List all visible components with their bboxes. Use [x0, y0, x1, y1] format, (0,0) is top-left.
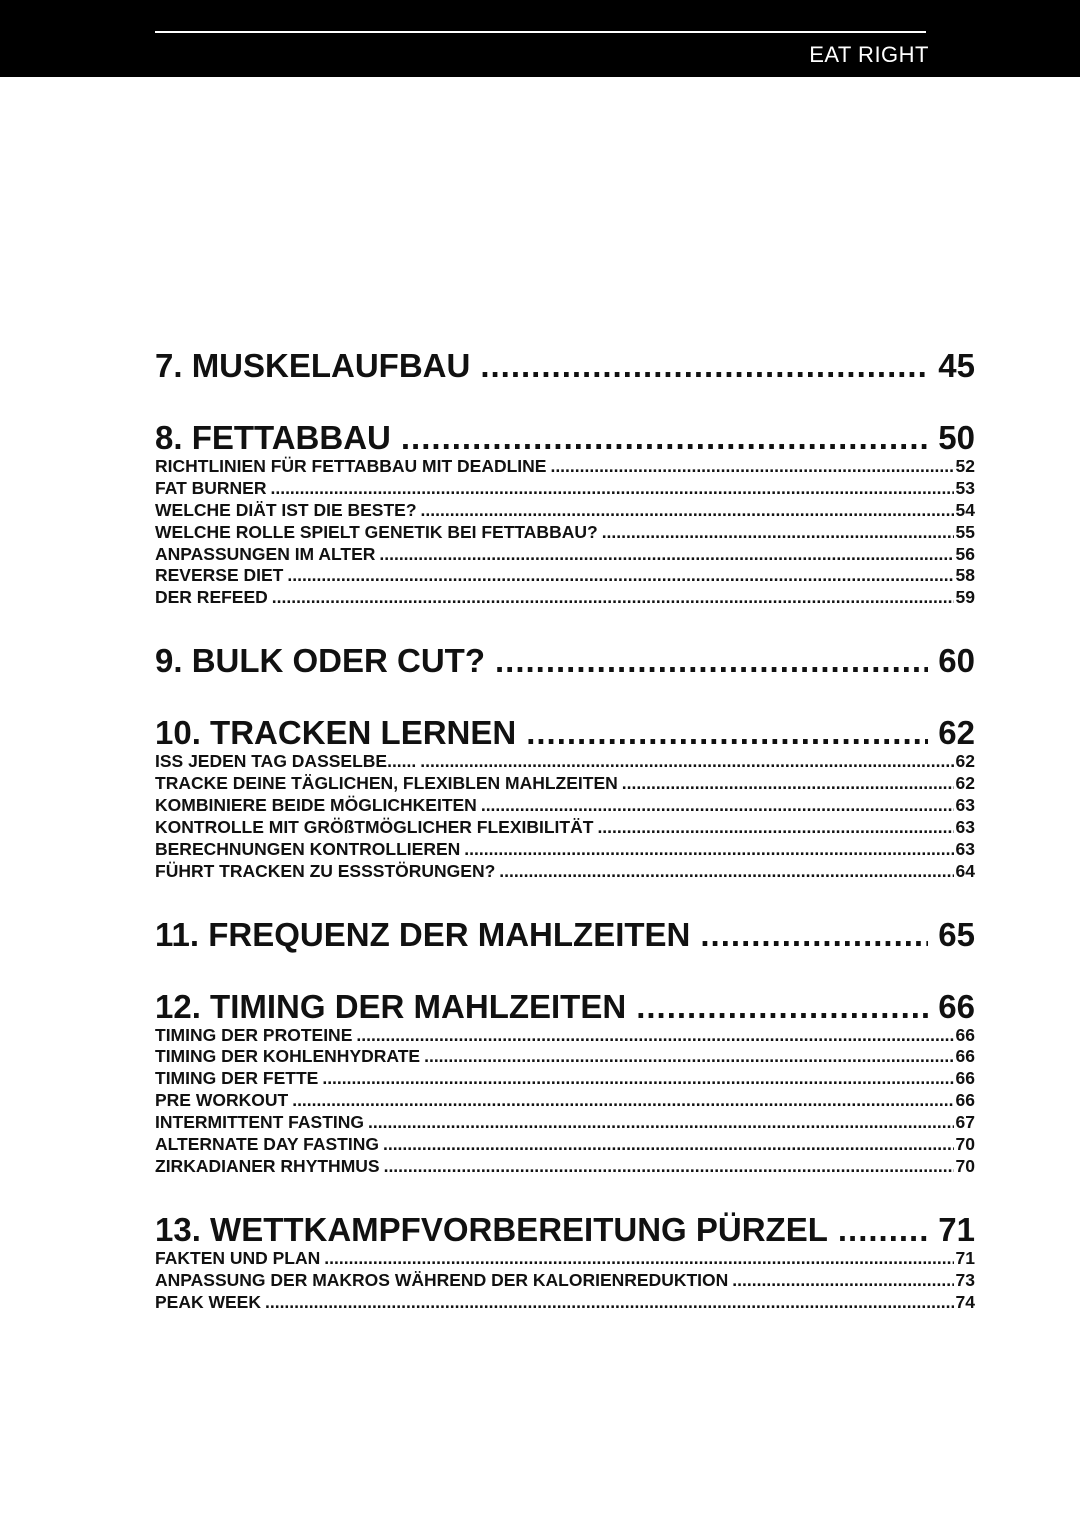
chapter-page-number: 60 — [938, 642, 975, 680]
dot-leader — [464, 839, 953, 861]
entry-page-number: 66 — [955, 1024, 975, 1045]
entry-page-number: 66 — [955, 1068, 975, 1089]
chapter-title: 8. FETTABBAU — [155, 419, 391, 456]
entry-page-number: 63 — [955, 795, 975, 816]
chapter-title: 10. TRACKEN LERNEN — [155, 714, 517, 752]
dot-leader — [636, 987, 928, 1027]
toc-entry — [155, 1112, 975, 1134]
chapter-page-number: 65 — [938, 915, 975, 953]
chapter-heading — [155, 713, 975, 753]
subsection-list — [155, 456, 975, 609]
toc-entry — [155, 1046, 975, 1068]
entry-title: ANPASSUNG DER MAKROS WÄHREND DER KALORIENREDUKTION — [155, 1269, 729, 1290]
chapter-heading — [155, 346, 975, 386]
toc-chapter-section — [155, 418, 975, 609]
dot-leader — [602, 522, 954, 544]
entry-page-number: 62 — [955, 773, 975, 794]
chapter-page-number: 45 — [938, 347, 975, 384]
chapter-heading — [155, 418, 975, 458]
dot-leader — [550, 456, 953, 478]
chapter-page-number: 66 — [938, 987, 975, 1025]
toc-entry — [155, 1156, 975, 1178]
entry-title: ALTERNATE DAY FASTING — [155, 1134, 379, 1155]
dot-leader — [272, 587, 954, 609]
toc-entry — [155, 839, 975, 861]
entry-page-number: 63 — [955, 816, 975, 837]
entry-title: INTERMITTENT FASTING — [155, 1112, 365, 1133]
toc-entry — [155, 565, 975, 587]
entry-page-number: 58 — [955, 565, 975, 586]
dot-leader — [495, 641, 928, 681]
entry-title: DER REFEED — [155, 587, 268, 608]
entry-page-number: 55 — [955, 521, 975, 542]
toc-entry — [155, 1134, 975, 1156]
entry-title: TIMING DER KOHLENHYDRATE — [155, 1046, 421, 1067]
running-header — [0, 0, 1080, 77]
entry-title: WELCHE ROLLE SPIELT GENETIK BEI FETTABBAU? — [155, 521, 598, 542]
entry-title: PEAK WEEK — [155, 1291, 261, 1312]
dot-leader — [420, 751, 953, 773]
entry-title: FÜHRT TRACKEN ZU ESSSTÖRUNGEN? — [155, 860, 496, 881]
dot-leader — [732, 1270, 953, 1292]
chapter-heading — [155, 915, 975, 955]
toc-chapter-section — [155, 713, 975, 882]
toc-entry — [155, 1248, 975, 1270]
entry-title: ZIRKADIANER RHYTHMUS — [155, 1155, 380, 1176]
entry-title: BERECHNUNGEN KONTROLLIEREN — [155, 838, 461, 859]
entry-page-number: 70 — [955, 1134, 975, 1155]
entry-page-number: 62 — [955, 751, 975, 772]
toc-entry — [155, 1025, 975, 1047]
entry-page-number: 53 — [955, 477, 975, 498]
chapter-title: 9. BULK ODER CUT? — [155, 642, 485, 680]
dot-leader — [480, 346, 928, 386]
dot-leader — [401, 418, 928, 458]
entry-title: ISS JEDEN TAG DASSELBE...... — [155, 751, 417, 772]
entry-title: TIMING DER FETTE — [155, 1068, 319, 1089]
entry-page-number: 74 — [955, 1291, 975, 1312]
chapter-page-number: 62 — [938, 714, 975, 752]
dot-leader — [324, 1248, 953, 1270]
entry-page-number: 67 — [955, 1112, 975, 1133]
toc-entry — [155, 1090, 975, 1112]
entry-page-number: 54 — [955, 499, 975, 520]
chapter-heading — [155, 1210, 975, 1250]
chapter-title: 13. WETTKAMPFVORBEREITUNG PÜRZEL — [155, 1210, 828, 1248]
entry-page-number: 52 — [955, 456, 975, 476]
dot-leader — [838, 1210, 928, 1250]
toc-entry — [155, 544, 975, 566]
toc-entry — [155, 500, 975, 522]
toc-entry — [155, 1292, 975, 1314]
toc-chapter-section — [155, 641, 975, 681]
dot-leader — [421, 500, 954, 522]
chapter-page-number: 71 — [938, 1210, 975, 1248]
entry-page-number: 59 — [955, 587, 975, 608]
toc-entry — [155, 795, 975, 817]
entry-page-number: 64 — [955, 860, 975, 881]
dot-leader — [292, 1090, 953, 1112]
dot-leader — [384, 1156, 954, 1178]
toc-entry — [155, 478, 975, 500]
entry-page-number: 56 — [955, 543, 975, 564]
subsection-list — [155, 1248, 975, 1314]
dot-leader — [622, 773, 954, 795]
entry-title: ANPASSUNGEN IM ALTER — [155, 543, 376, 564]
toc-chapter-section — [155, 915, 975, 955]
header-rule — [155, 31, 926, 33]
dot-leader — [499, 861, 953, 883]
toc-entry — [155, 522, 975, 544]
dot-leader — [368, 1112, 954, 1134]
entry-page-number: 73 — [955, 1269, 975, 1290]
dot-leader — [322, 1068, 953, 1090]
entry-title: RICHTLINIEN FÜR FETTABBAU MIT DEADLINE — [155, 456, 547, 476]
dot-leader — [526, 713, 928, 753]
entry-title: TRACKE DEINE TÄGLICHEN, FLEXIBLEN MAHLZEITEN — [155, 773, 618, 794]
dot-leader — [287, 565, 953, 587]
dot-leader — [597, 817, 953, 839]
toc-chapter-section — [155, 346, 975, 386]
table-of-contents — [155, 346, 975, 1313]
dot-leader — [356, 1025, 953, 1047]
dot-leader — [265, 1292, 954, 1314]
toc-entry — [155, 1270, 975, 1292]
toc-entry — [155, 587, 975, 609]
toc-entry — [155, 751, 975, 773]
entry-page-number: 63 — [955, 838, 975, 859]
toc-chapter-section — [155, 1210, 975, 1314]
entry-page-number: 71 — [955, 1247, 975, 1268]
toc-chapter-section — [155, 987, 975, 1178]
dot-leader — [700, 915, 928, 955]
entry-title: FAT BURNER — [155, 477, 267, 498]
toc-entry — [155, 456, 975, 478]
entry-title: KOMBINIERE BEIDE MÖGLICHKEITEN — [155, 795, 477, 816]
entry-page-number: 66 — [955, 1046, 975, 1067]
dot-leader — [379, 544, 953, 566]
entry-title: KONTROLLE MIT GRÖßTMÖGLICHER FLEXIBILITÄT — [155, 816, 594, 837]
dot-leader — [270, 478, 953, 500]
subsection-list — [155, 751, 975, 882]
toc-entry — [155, 1068, 975, 1090]
chapter-title: 11. FREQUENZ DER MAHLZEITEN — [155, 915, 691, 953]
subsection-list — [155, 1025, 975, 1178]
entry-title: TIMING DER PROTEINE — [155, 1024, 353, 1045]
chapter-title: 7. MUSKELAUFBAU — [155, 347, 471, 384]
dot-leader — [481, 795, 954, 817]
entry-page-number: 66 — [955, 1090, 975, 1111]
entry-page-number: 70 — [955, 1155, 975, 1176]
book-title: EAT RIGHT — [809, 42, 929, 67]
dot-leader — [383, 1134, 954, 1156]
entry-title: PRE WORKOUT — [155, 1090, 289, 1111]
entry-title: WELCHE DIÄT IST DIE BESTE? — [155, 499, 417, 520]
chapter-heading — [155, 641, 975, 681]
entry-title: FAKTEN UND PLAN — [155, 1247, 321, 1268]
chapter-heading — [155, 987, 975, 1027]
toc-entry — [155, 773, 975, 795]
chapter-title: 12. TIMING DER MAHLZEITEN — [155, 987, 627, 1025]
toc-entry — [155, 817, 975, 839]
dot-leader — [424, 1046, 953, 1068]
chapter-page-number: 50 — [938, 419, 975, 456]
toc-entry — [155, 861, 975, 883]
entry-title: REVERSE DIET — [155, 565, 284, 586]
